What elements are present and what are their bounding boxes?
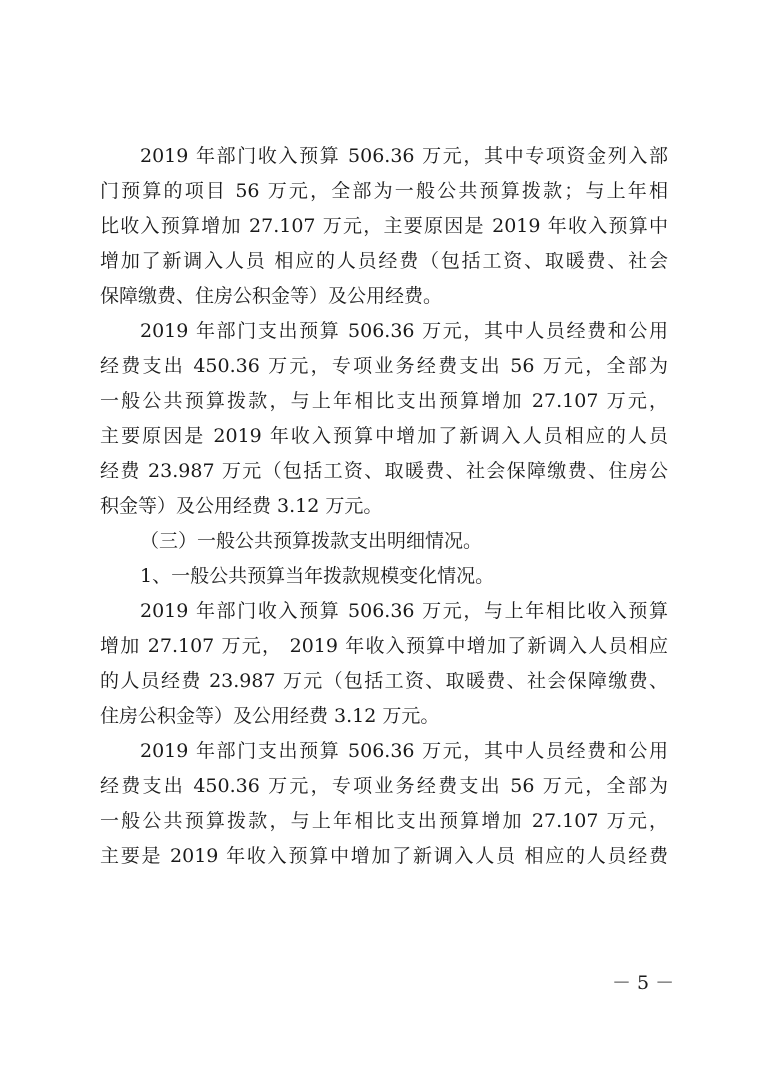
paragraph-line: 2019 年部门支出预算 506.36 万元，其中人员经费和公用 (140, 740, 668, 762)
paragraph-line: 2019 年部门支出预算 506.36 万元，其中人员经费和公用 (140, 320, 668, 342)
paragraph-line: 门预算的项目 56 万元，全部为一般公共预算拨款；与上年相 (100, 180, 668, 202)
paragraph-line: 主要原因是 2019 年收入预算中增加了新调入人员相应的人员 (100, 425, 668, 447)
page-number: － 5 － (612, 972, 675, 994)
paragraph-line: 保障缴费、住房公积金等）及公用经费。 (100, 285, 443, 307)
paragraph-line: 主要是 2019 年收入预算中增加了新调入人员 相应的人员经费 (100, 845, 668, 867)
paragraph-line: 的人员经费 23.987 万元（包括工资、取暖费、社会保障缴费、 (100, 670, 668, 692)
paragraph-line: 经费 23.987 万元（包括工资、取暖费、社会保障缴费、住房公 (100, 460, 668, 482)
paragraph-line: 2019 年部门收入预算 506.36 万元，其中专项资金列入部 (140, 145, 668, 167)
paragraph-line: 增加 27.107 万元， 2019 年收入预算中增加了新调入人员相应 (100, 635, 668, 657)
paragraph-line: 一般公共预算拨款，与上年相比支出预算增加 27.107 万元， (100, 390, 668, 412)
paragraph-line: 一般公共预算拨款，与上年相比支出预算增加 27.107 万元， (100, 810, 668, 832)
paragraph-line: 经费支出 450.36 万元，专项业务经费支出 56 万元，全部为 (100, 355, 668, 377)
paragraph-line: 积金等）及公用经费 3.12 万元。 (100, 495, 383, 517)
paragraph-line: 2019 年部门收入预算 506.36 万元，与上年相比收入预算 (140, 600, 668, 622)
body-text (100, 139, 668, 874)
paragraph-line: 经费支出 450.36 万元，专项业务经费支出 56 万元，全部为 (100, 775, 668, 797)
subsection-heading: 1、一般公共预算当年拨款规模变化情况。 (140, 565, 495, 587)
paragraph-line: 住房公积金等）及公用经费 3.12 万元。 (100, 705, 440, 727)
section-heading: （三）一般公共预算拨款支出明细情况。 (140, 530, 483, 552)
paragraph-line: 比收入预算增加 27.107 万元，主要原因是 2019 年收入预算中 (100, 215, 668, 237)
paragraph-line: 增加了新调入人员 相应的人员经费（包括工资、取暖费、社会 (100, 250, 668, 272)
